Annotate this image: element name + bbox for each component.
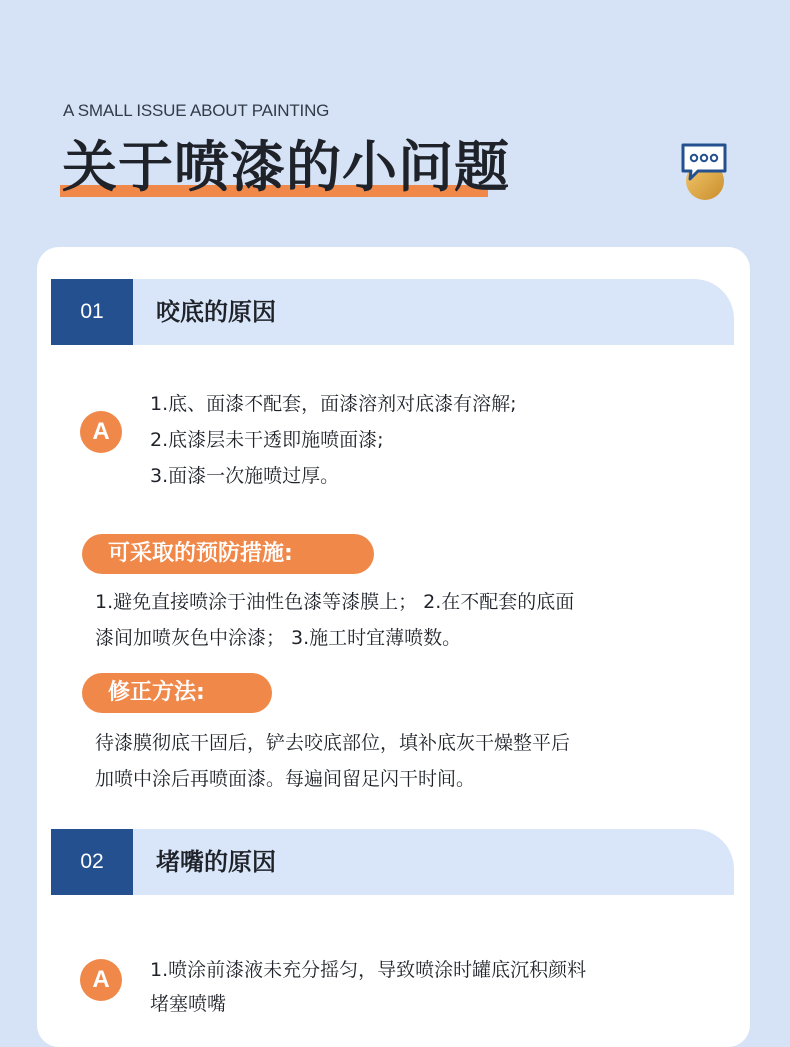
prevention-text: 漆间加喷灰色中涂漆； 3.施工时宜薄喷数。 — [95, 627, 462, 649]
eyebrow-text: A SMALL ISSUE ABOUT PAINTING — [63, 101, 330, 120]
prevention-text: 1.避免直接喷涂于油性色漆等漆膜上； 2.在不配套的底面 — [95, 591, 575, 613]
answer-badge: A — [80, 411, 122, 453]
prevention-label: 可采取的预防措施: — [82, 534, 374, 574]
section-title: 咬底的原因 — [156, 298, 276, 326]
cause-line: 1.喷涂前漆液未充分摇匀，导致喷涂时罐底沉积颜料 — [150, 959, 587, 981]
fix-text: 加喷中涂后再喷面漆。每遍间留足闪干时间。 — [95, 768, 476, 790]
section-title: 堵嘴的原因 — [156, 848, 276, 876]
section-header-02 — [51, 829, 734, 895]
page-title: 关于喷漆的小问题 — [62, 135, 511, 199]
cause-line: 2.底漆层未干透即施喷面漆; — [150, 429, 384, 451]
cause-line: 1.底、面漆不配套，面漆溶剂对底漆有溶解; — [150, 393, 517, 415]
fix-text: 待漆膜彻底干固后，铲去咬底部位，填补底灰干燥整平后 — [95, 732, 571, 754]
chat-bubble-icon — [680, 142, 728, 202]
cause-line: 堵塞喷嘴 — [150, 993, 227, 1015]
fix-label: 修正方法: — [82, 673, 272, 713]
section-header-01 — [51, 279, 734, 345]
answer-badge: A — [80, 959, 122, 1001]
section-number: 02 — [51, 829, 133, 895]
cause-line: 3.面漆一次施喷过厚。 — [150, 465, 340, 487]
section-number: 01 — [51, 279, 133, 345]
